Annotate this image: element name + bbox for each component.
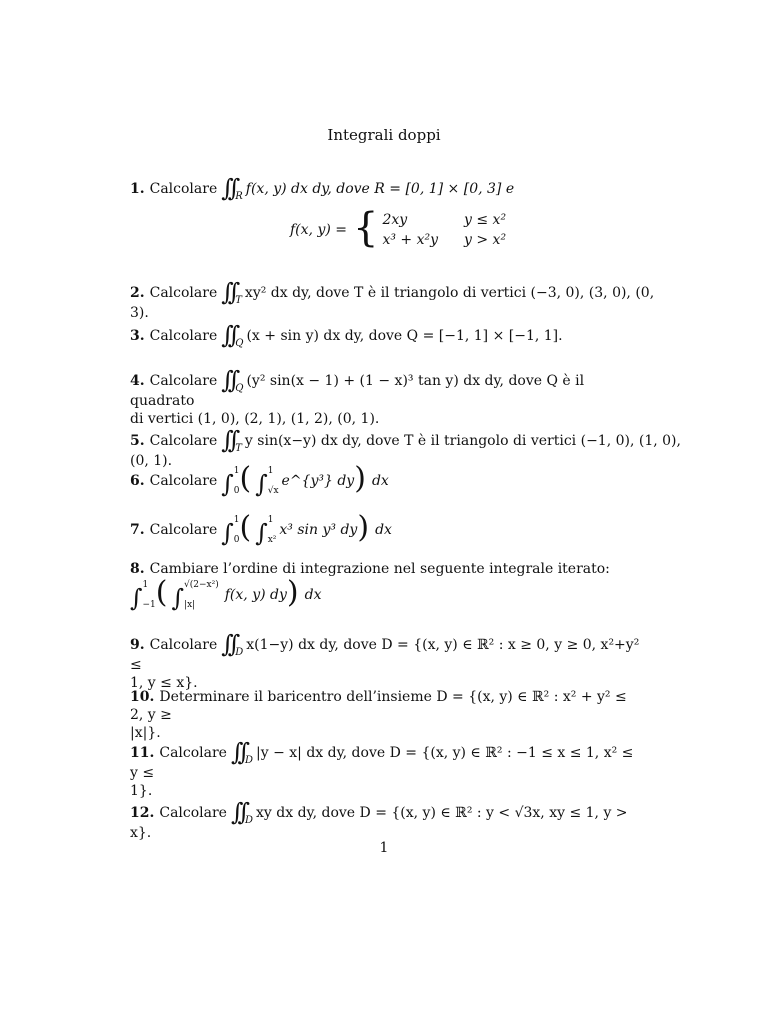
exercise-4: 4. Calcolare $\int\int_Q$ (y² sin(x − 1) + (1 − x)³ tan y) dx dy, dove Q è il quadrato di vertici (1, 0), (2, 1), (1, 2), (0, 1). [130,366,585,427]
double-integral-sign: ∫∫ [221,174,235,202]
exercise-6: 6. Calcolare ∫ 1 0 ( ∫ 1 √x e^{y³} dy ) dx [130,461,389,498]
exercise-9: 9. Calcolare $\int\int_D$ x(1−y) dx dy, dove D = {(x, y) ∈ ℝ² : x ≥ 0, y ≥ 0, x²+y² ≤ 1, y ≤ x}. [130,630,640,691]
exercise-1: 1. Calcolare $\int\int_R$ f(x, y) dx dy, dove R = [0, 1] × [0, 3] e [130,174,515,202]
exercise-8: 8. Cambiare l’ordine di integrazione nel seguente integrale iterato: ∫ 1 −1 ( ∫ √(2−x²) |x| f(x, y) dy ) dx [130,561,610,612]
exercise-12: 12. Calcolare $\int\int_D$ xy dx dy, dove D = {(x, y) ∈ ℝ² : y < √3x, xy ≤ 1, y > x}. [130,798,628,841]
exercise-7: 7. Calcolare ∫ 1 0 ( ∫ 1 x² x³ sin y³ dy ) dx [130,510,392,547]
exercise-2: 2. Calcolare $\int\int_T$ xy² dx dy, dove T è il triangolo di vertici (−3, 0), (3, 0), (0, 3). [130,278,655,321]
piecewise-definition: f(x, y) = { 2xy y ≤ x² x³ + x²y y > x² [290,205,507,251]
page-title: Integrali doppi [327,126,441,144]
left-brace: { [353,205,379,251]
exercise-5: 5. Calcolare $\int\int_T$ y sin(x−y) dx dy, dove T è il triangolo di vertici (−1, 0), (1, 0), (0, 1). [130,426,681,469]
exercise-10: 10. Determinare il baricentro dell’insieme D = {(x, y) ∈ ℝ² : x² + y² ≤ 2, y ≥ |x|}. [130,689,627,741]
exercise-11: 11. Calcolare $\int\int_D$ |y − x| dx dy, dove D = {(x, y) ∈ ℝ² : −1 ≤ x ≤ 1, x² ≤ y ≤ 1}. [130,738,634,799]
page-number: 1 [379,840,389,856]
exercise-3: 3. Calcolare $\int\int_Q$ (x + sin y) dx dy, dove Q = [−1, 1] × [−1, 1]. [130,321,563,349]
